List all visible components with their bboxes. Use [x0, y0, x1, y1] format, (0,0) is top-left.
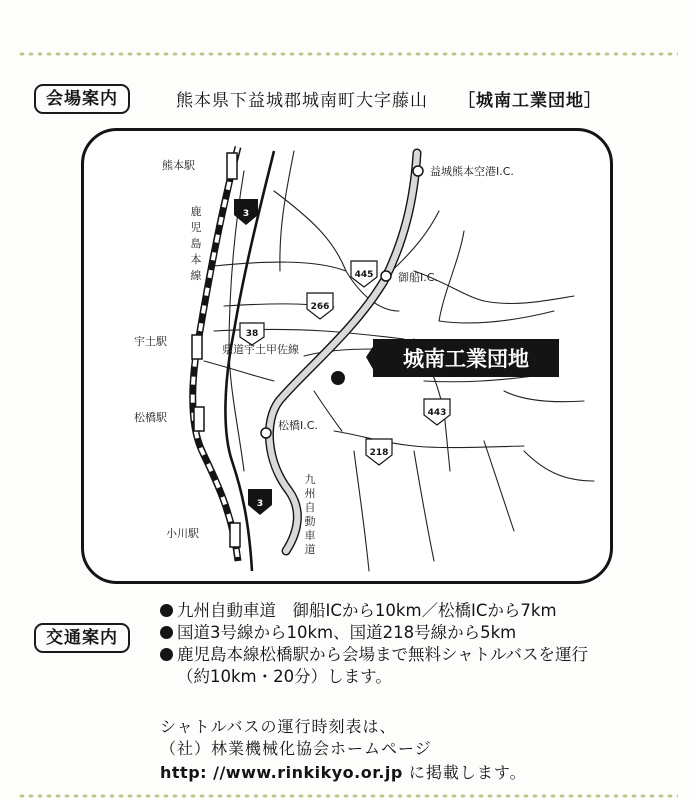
bullet-icon [160, 604, 173, 617]
route-3-north-number: 3 [242, 209, 250, 219]
svg-text:自: 自 [304, 501, 316, 514]
station-label-uto: 宇土駅 [134, 335, 167, 348]
svg-text:九: 九 [304, 473, 316, 486]
decorative-border-bottom [18, 792, 678, 800]
svg-text:車: 車 [304, 529, 316, 542]
station-label-kumamoto: 熊本駅 [162, 159, 195, 172]
bullet-icon [160, 648, 173, 661]
website-link[interactable]: http: //www.rinkikyo.or.jp [160, 763, 403, 782]
notes-line-1: シャトルバスの運行時刻表は、 [160, 717, 397, 736]
venue-place-name: ［城南工業団地］ [458, 91, 602, 111]
venue-info-tag: 会場案内 [34, 84, 130, 114]
route-3-south-number: 3 [256, 499, 264, 509]
shuttle-notes [160, 716, 527, 784]
access-item-3: 鹿児島本線松橋駅から会場まで無料シャトルバスを運行 [177, 645, 589, 664]
svg-text:鹿: 鹿 [190, 205, 202, 218]
access-item-2: 国道3号線から10km、国道218号線から5km [177, 623, 517, 642]
ic-label-matsubase: 松橋I.C. [278, 419, 318, 432]
expressway-label [305, 472, 316, 556]
rail-line-label [191, 204, 202, 282]
list-item-continuation [160, 666, 680, 688]
route-38-number: 38 [245, 329, 259, 339]
list-item [160, 622, 680, 644]
route-266-number: 266 [310, 302, 330, 312]
svg-text:州: 州 [304, 487, 316, 500]
matsubase-station-marker [194, 407, 204, 431]
route-443-number: 443 [427, 408, 447, 418]
access-list [160, 600, 680, 688]
route-218-number: 218 [369, 448, 389, 458]
uto-station-marker [192, 335, 202, 359]
prefectural-road-label: 県道宇土甲佐線 [222, 343, 299, 356]
station-label-ogawa: 小川駅 [166, 527, 199, 540]
url-suffix: に掲載します。 [402, 763, 527, 782]
access-map [81, 128, 613, 584]
ogawa-station-marker [230, 523, 240, 547]
notes-url-line [160, 762, 527, 784]
venue-marker [331, 371, 345, 385]
kumamoto-station-marker [227, 153, 237, 179]
ic-label-airport: 益城熊本空港I.C. [430, 165, 514, 178]
map-svg [84, 131, 610, 581]
svg-text:島: 島 [190, 237, 202, 250]
svg-text:本: 本 [190, 253, 202, 266]
venue-address: 熊本県下益城郡城南町大字藤山 [176, 91, 428, 111]
svg-text:動: 動 [304, 515, 316, 528]
access-item-1: 九州自動車道 御船ICから10km／松橋ICから7km [177, 601, 557, 620]
list-item [160, 600, 680, 622]
ic-label-mifune: 御船I.C. [398, 271, 438, 284]
access-info-tag: 交通案内 [34, 623, 130, 653]
notes-line-2: （社）林業機械化協会ホームページ [160, 739, 432, 758]
matsubase-ic-marker [261, 428, 271, 438]
callout-label: 城南工業団地 [403, 347, 529, 371]
svg-text:線: 線 [190, 269, 202, 282]
svg-text:道: 道 [304, 543, 316, 556]
bullet-icon [160, 626, 173, 639]
airport-ic-marker [413, 166, 423, 176]
mifune-ic-marker [381, 271, 391, 281]
decorative-border-top [18, 50, 678, 58]
access-item-3-continued: （約10km・20分）します。 [177, 667, 392, 686]
route-445-number: 445 [354, 270, 374, 280]
svg-text:児: 児 [190, 221, 202, 234]
station-label-matsubase: 松橋駅 [134, 411, 167, 424]
list-item [160, 644, 680, 666]
